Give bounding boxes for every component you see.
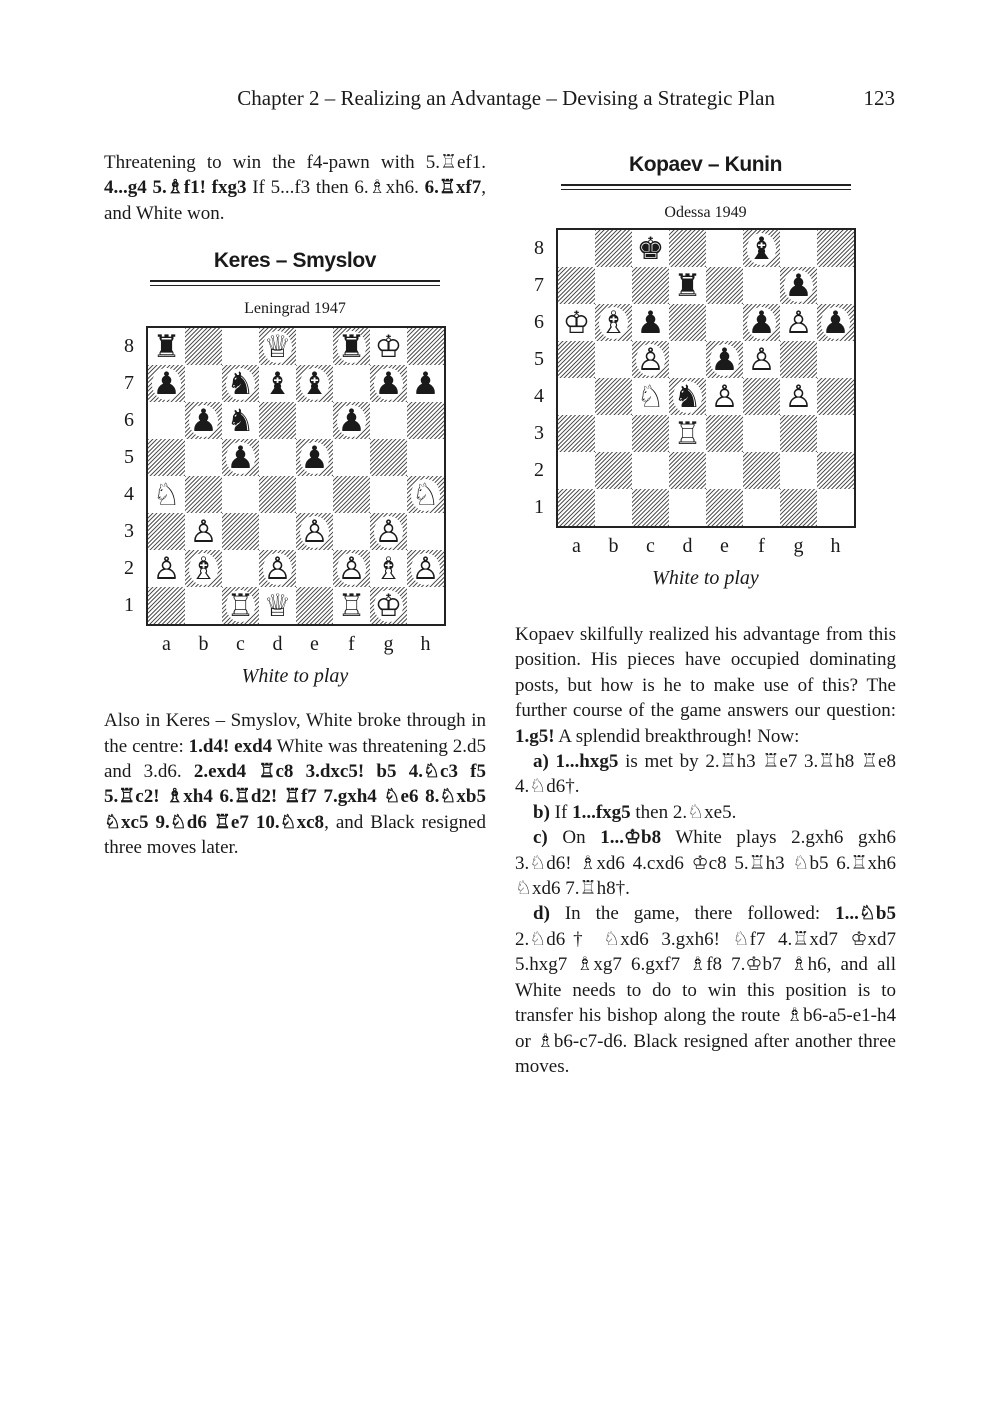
black-pawn-icon: ♟ [784,267,813,304]
square-c2 [222,550,259,587]
rank-label: 4 [534,385,544,407]
white-queen-icon: ♕ [263,328,292,365]
black-player: Smyslov [292,249,377,273]
white-rook-icon: ♖ [673,415,702,452]
square-e6 [706,304,743,341]
chess-diagram [104,320,486,710]
main-text-1: Kopaev skilfully realized his advantage from this position. His pieces have occupied dominating posts, but how is he to make use of this? The further course of the game answers our question: [515,624,896,722]
title-rule-thick [561,184,851,186]
variation-c-text-1: On [547,827,601,849]
square-e2 [706,452,743,489]
square-e3 [296,513,333,550]
square-h2 [407,550,444,587]
white-king-icon: ♔ [374,328,403,365]
file-label: c [236,633,245,656]
square-b2 [185,550,222,587]
square-c8 [222,328,259,365]
white-pawn-icon: ♙ [263,550,292,587]
square-c8 [632,230,669,267]
square-a6 [558,304,595,341]
square-f1 [333,587,370,624]
square-f6 [743,304,780,341]
white-pawn-icon: ♙ [636,341,665,378]
intro-text-1: Threatening to win the f4-pawn with 5.♖ef1. [104,152,486,173]
variation-c-label: c) [533,827,548,849]
square-g3 [780,415,817,452]
square-a8 [558,230,595,267]
square-c2 [632,452,669,489]
square-a2 [558,452,595,489]
left-column [104,150,486,861]
file-label: d [682,535,693,557]
square-e1 [706,489,743,526]
white-bishop-icon: ♗ [599,304,628,341]
black-pawn-icon: ♟ [411,365,440,402]
diagram-caption: White to play [652,567,759,589]
main-paragraph [515,622,896,749]
file-label: g [383,633,394,656]
square-f4 [743,378,780,415]
square-b1 [185,587,222,624]
black-bishop-icon: ♝ [263,365,292,402]
black-knight-icon: ♞ [673,378,702,415]
square-c7 [222,365,259,402]
square-h7 [407,365,444,402]
title-rule-thin [561,189,851,190]
black-pawn-icon: ♟ [226,439,255,476]
square-e8 [296,328,333,365]
square-d5 [259,439,296,476]
variation-b-text-1: If [549,801,573,823]
white-rook-icon: ♖ [226,587,255,624]
square-c3 [632,415,669,452]
file-label: f [348,633,355,656]
square-a4 [558,378,595,415]
square-a5 [558,341,595,378]
square-a1 [558,489,595,526]
square-a8 [148,328,185,365]
white-player: Kopaev [628,153,703,176]
square-b6 [185,402,222,439]
square-c4 [222,476,259,513]
analysis-text-1: Also in Keres – Smyslov, White broke through in the centre: [104,710,486,757]
variation-a-text: is met by 2.♖h3 ♖e7 3.♖h8 ♖e8 4.♘d6†. [515,751,896,798]
variation-d-text-2: 2.♘d6† ♘xd6 3.gxh6! ♘f7 4.♖xd7 ♔xd7 5.hxg7 ♗xg7 6.gxf7 ♗f8 7.♔b7 ♗h6, and all White needs to do to win this position is to transfer his bishop along the route ♗b6-a5-e1-h4 or ♗b6-c7-d6. Black resigned after another three moves. [515,928,896,1077]
square-h2 [817,452,854,489]
variation-c-text-2: White plays 2.gxh6 gxh6 3.♘d6! ♗xd6 4.cxd6 ♔c8 5.♖h3 ♘b5 6.♖xh6 ♘xd6 7.♖h8†. [515,827,896,900]
file-label: g [793,535,804,557]
game-title [515,150,896,180]
white-pawn-icon: ♙ [337,550,366,587]
black-pawn-icon: ♟ [747,304,776,341]
variation-b [515,800,896,825]
square-d2 [669,452,706,489]
square-h1 [817,489,854,526]
title-rule-thin [150,285,440,286]
square-d5 [669,341,706,378]
rank-label: 3 [534,422,544,444]
square-d3 [669,415,706,452]
square-c4 [632,378,669,415]
white-pawn-icon: ♙ [411,550,440,587]
square-a2 [148,550,185,587]
file-label: h [830,535,841,557]
intro-moves-1: 4...g4 5.♗f1! fxg3 [104,177,247,199]
black-pawn-icon: ♟ [152,365,181,402]
white-pawn-icon: ♙ [710,378,739,415]
variation-a-label: a) 1...hxg5 [533,751,619,773]
square-d7 [669,267,706,304]
square-b6 [595,304,632,341]
square-h5 [407,439,444,476]
square-g1 [370,587,407,624]
square-c5 [632,341,669,378]
black-pawn-icon: ♟ [636,304,665,341]
square-h7 [817,267,854,304]
page-number: 123 [863,86,895,110]
square-d4 [669,378,706,415]
square-g8 [780,230,817,267]
square-c1 [222,587,259,624]
square-b3 [595,415,632,452]
variation-a [515,749,896,800]
white-pawn-icon: ♙ [152,550,181,587]
title-dash: – [702,153,725,176]
file-label: a [162,633,171,656]
square-c5 [222,439,259,476]
file-label: e [720,535,729,557]
variation-d-text-1: In the game, there followed: [549,903,836,925]
rank-label: 3 [124,520,134,543]
square-d6 [259,402,296,439]
diagram-caption: White to play [241,665,349,688]
black-rook-icon: ♜ [337,328,366,365]
rank-label: 5 [124,446,134,469]
square-g2 [370,550,407,587]
main-moves: 1.g5! [515,725,555,747]
intro-text-3: , and White won. [104,177,486,224]
square-f7 [333,365,370,402]
white-pawn-icon: ♙ [374,513,403,550]
square-d6 [669,304,706,341]
white-pawn-icon: ♙ [300,513,329,550]
white-knight-icon: ♘ [152,476,181,513]
square-g6 [780,304,817,341]
black-knight-icon: ♞ [226,402,255,439]
square-b5 [595,341,632,378]
square-a5 [148,439,185,476]
rank-label: 6 [124,409,134,432]
variation-b-moves: 1...fxg5 [572,801,631,823]
game-heading-keres-smyslov [104,246,486,320]
square-f5 [743,341,780,378]
event-label: Odessa 1949 [664,204,747,221]
square-c7 [632,267,669,304]
black-knight-icon: ♞ [226,365,255,402]
white-pawn-icon: ♙ [784,378,813,415]
file-label: b [608,535,619,557]
square-f2 [333,550,370,587]
square-h6 [407,402,444,439]
square-a3 [148,513,185,550]
black-pawn-icon: ♟ [710,341,739,378]
square-g5 [370,439,407,476]
square-f6 [333,402,370,439]
square-h5 [817,341,854,378]
square-f1 [743,489,780,526]
chess-diagram [515,224,896,622]
rank-label: 1 [124,594,134,617]
variation-d-moves: 1...♘b5 [835,903,896,925]
rank-label: 5 [534,348,544,370]
square-e4 [706,378,743,415]
square-b5 [185,439,222,476]
white-player: Keres [213,249,271,273]
square-d3 [259,513,296,550]
square-b1 [595,489,632,526]
file-label: a [572,535,581,557]
square-f3 [333,513,370,550]
variation-d-label: d) [533,903,550,925]
analysis-text-2: White was threatening 2.d5 and 3.d6. [104,735,486,783]
black-rook-icon: ♜ [152,328,181,365]
square-d8 [259,328,296,365]
rank-label: 4 [124,483,134,506]
analysis-text-3: , and Black resigned three moves later. [104,811,486,859]
square-e7 [706,267,743,304]
square-g5 [780,341,817,378]
variation-b-label: b) [533,801,550,823]
black-bishop-icon: ♝ [747,230,776,267]
square-c6 [222,402,259,439]
title-rule-thick [150,280,440,282]
square-b7 [595,267,632,304]
square-e8 [706,230,743,267]
white-queen-icon: ♕ [263,587,292,624]
square-d1 [669,489,706,526]
white-knight-icon: ♘ [411,476,440,513]
square-h4 [407,476,444,513]
square-e6 [296,402,333,439]
square-b4 [185,476,222,513]
rank-label: 2 [124,557,134,580]
square-a7 [148,365,185,402]
square-c1 [632,489,669,526]
square-f8 [333,328,370,365]
square-h3 [407,513,444,550]
square-d8 [669,230,706,267]
chess-board [146,326,446,626]
running-header [0,86,1000,116]
rank-label: 1 [534,496,544,518]
square-g6 [370,402,407,439]
square-h6 [817,304,854,341]
white-pawn-icon: ♙ [747,341,776,378]
analysis-moves-1: 1.d4! exd4 [188,735,273,757]
file-label: e [310,633,319,656]
rank-label: 8 [124,335,134,358]
file-label: d [272,633,283,656]
event-label: Leningrad 1947 [244,300,346,318]
square-a1 [148,587,185,624]
white-pawn-icon: ♙ [189,513,218,550]
square-a3 [558,415,595,452]
square-h8 [817,230,854,267]
file-label: b [198,633,209,656]
square-e3 [706,415,743,452]
white-king-icon: ♔ [562,304,591,341]
white-knight-icon: ♘ [636,378,665,415]
variation-c [515,825,896,901]
square-g7 [370,365,407,402]
square-h8 [407,328,444,365]
black-pawn-icon: ♟ [337,402,366,439]
white-pawn-icon: ♙ [784,304,813,341]
variation-d [515,901,896,1079]
black-king-icon: ♚ [636,230,665,267]
square-g2 [780,452,817,489]
file-label: f [758,535,765,557]
square-g8 [370,328,407,365]
square-f5 [333,439,370,476]
intro-text-2: If 5...f3 then 6.♗xh6. [246,177,419,199]
square-h1 [407,587,444,624]
analysis-moves-2: 2.exd4 ♖c8 3.dxc5! b5 4.♘c3 f5 5.♖c2! ♗xh4 6.♖d2! ♖f7 7.gxh4 ♘e6 8.♘xb5 ♘xc5 9.♘d6 ♖e7 10.♘xc8 [104,761,487,833]
square-e5 [296,439,333,476]
square-e1 [296,587,333,624]
file-label: c [646,535,655,557]
intro-paragraph [104,150,486,226]
right-column [515,150,896,1079]
square-c6 [632,304,669,341]
square-d2 [259,550,296,587]
square-f4 [333,476,370,513]
black-player: Kunin [724,153,783,176]
square-b7 [185,365,222,402]
black-bishop-icon: ♝ [300,365,329,402]
black-pawn-icon: ♟ [374,365,403,402]
white-king-icon: ♔ [374,587,403,624]
square-d4 [259,476,296,513]
square-g7 [780,267,817,304]
square-h3 [817,415,854,452]
main-text-2: A splendid breakthrough! Now: [554,725,800,747]
black-pawn-icon: ♟ [300,439,329,476]
square-b8 [185,328,222,365]
square-e5 [706,341,743,378]
square-f3 [743,415,780,452]
white-rook-icon: ♖ [337,587,366,624]
square-d7 [259,365,296,402]
square-g4 [780,378,817,415]
square-e4 [296,476,333,513]
running-title: Chapter 2 – Realizing an Advantage – Devising a Strategic Plan [237,86,775,110]
square-b8 [595,230,632,267]
file-label: h [420,633,431,656]
rank-label: 2 [534,459,544,481]
square-g4 [370,476,407,513]
rank-label: 6 [534,311,544,333]
square-b2 [595,452,632,489]
variation-c-moves: 1...♔b8 [600,827,662,849]
square-d1 [259,587,296,624]
variation-b-text-2: then 2.♘xe5. [630,801,737,823]
black-rook-icon: ♜ [673,267,702,304]
square-b3 [185,513,222,550]
game-title [104,246,486,276]
square-a4 [148,476,185,513]
intro-moves-2: 6.♖xf7 [424,177,482,199]
square-f7 [743,267,780,304]
analysis-paragraph [104,708,486,860]
black-pawn-icon: ♟ [189,402,218,439]
square-c3 [222,513,259,550]
square-g1 [780,489,817,526]
chess-board [556,228,856,528]
square-e7 [296,365,333,402]
square-f8 [743,230,780,267]
square-f2 [743,452,780,489]
square-h4 [817,378,854,415]
rank-label: 7 [534,274,544,296]
square-b4 [595,378,632,415]
game-heading-kopaev-kunin [515,150,896,224]
square-a7 [558,267,595,304]
square-g3 [370,513,407,550]
rank-label: 8 [534,237,544,259]
rank-label: 7 [124,372,134,395]
white-bishop-icon: ♗ [189,550,218,587]
title-dash: – [270,249,293,273]
black-pawn-icon: ♟ [821,304,850,341]
square-a6 [148,402,185,439]
white-bishop-icon: ♗ [374,550,403,587]
square-e2 [296,550,333,587]
